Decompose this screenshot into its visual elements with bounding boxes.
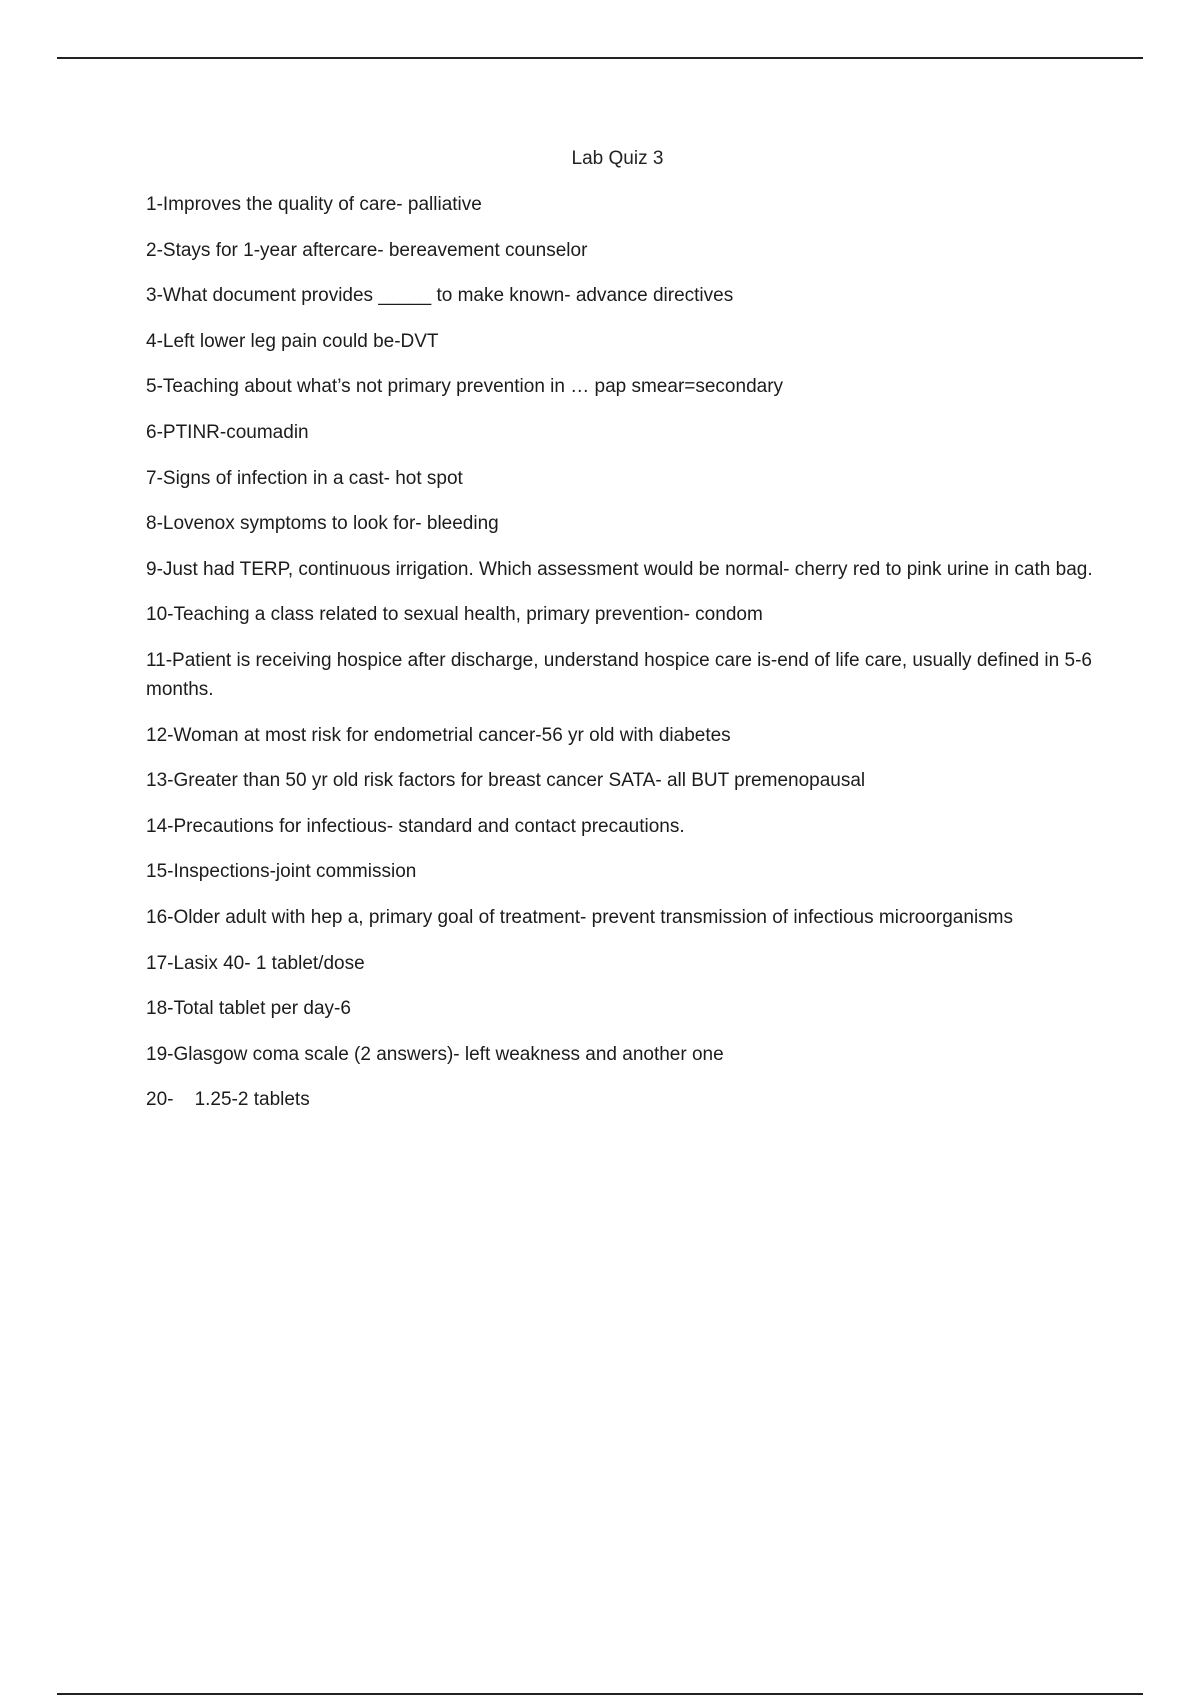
quiz-item: 3-What document provides _____ to make known- advance directives: [146, 285, 734, 307]
bottom-rule: [57, 1693, 1143, 1695]
quiz-item: 1-Improves the quality of care- palliative: [146, 194, 482, 215]
quiz-item: 6-PTINR-coumadin: [146, 421, 309, 443]
quiz-item: 13-Greater than 50 yr old risk factors for breast cancer SATA- all BUT premenopausal: [146, 770, 866, 792]
quiz-list: [146, 190, 1096, 1131]
quiz-item: 9-Just had TERP, continuous irrigation. Which assessment would be normal- cherry red to pink urine in cath bag.: [146, 558, 1093, 580]
quiz-item: 10-Teaching a class related to sexual health, primary prevention- condom: [146, 604, 763, 626]
quiz-item: 18-Total tablet per day-6: [146, 998, 351, 1020]
quiz-item: 4-Left lower leg pain could be-DVT: [146, 330, 439, 352]
quiz-item: 14-Precautions for infectious- standard and contact precautions.: [146, 815, 685, 837]
quiz-item: 20- 1.25-2 tablets: [146, 1089, 310, 1111]
quiz-item: 8-Lovenox symptoms to look for- bleeding: [146, 513, 499, 535]
quiz-item: 5-Teaching about what’s not primary prevention in … pap smear=secondary: [146, 376, 784, 398]
quiz-item: 11-Patient is receiving hospice after discharge, understand hospice care is-end of life care, usually defined in 5-6 months.: [146, 649, 1098, 700]
top-rule: [57, 57, 1143, 59]
quiz-item: 15-Inspections-joint commission: [146, 861, 417, 883]
quiz-item: 19-Glasgow coma scale (2 answers)- left weakness and another one: [146, 1043, 724, 1065]
quiz-item: 7-Signs of infection in a cast- hot spot: [146, 467, 463, 489]
quiz-item: 2-Stays for 1-year aftercare- bereavement counselor: [146, 239, 588, 261]
quiz-item: 17-Lasix 40- 1 tablet/dose: [146, 952, 365, 974]
quiz-item: 16-Older adult with hep a, primary goal of treatment- prevent transmission of infectious microorganisms: [146, 906, 1013, 928]
quiz-item: 12-Woman at most risk for endometrial cancer-56 yr old with diabetes: [146, 724, 731, 746]
page-title: Lab Quiz 3: [571, 148, 664, 169]
